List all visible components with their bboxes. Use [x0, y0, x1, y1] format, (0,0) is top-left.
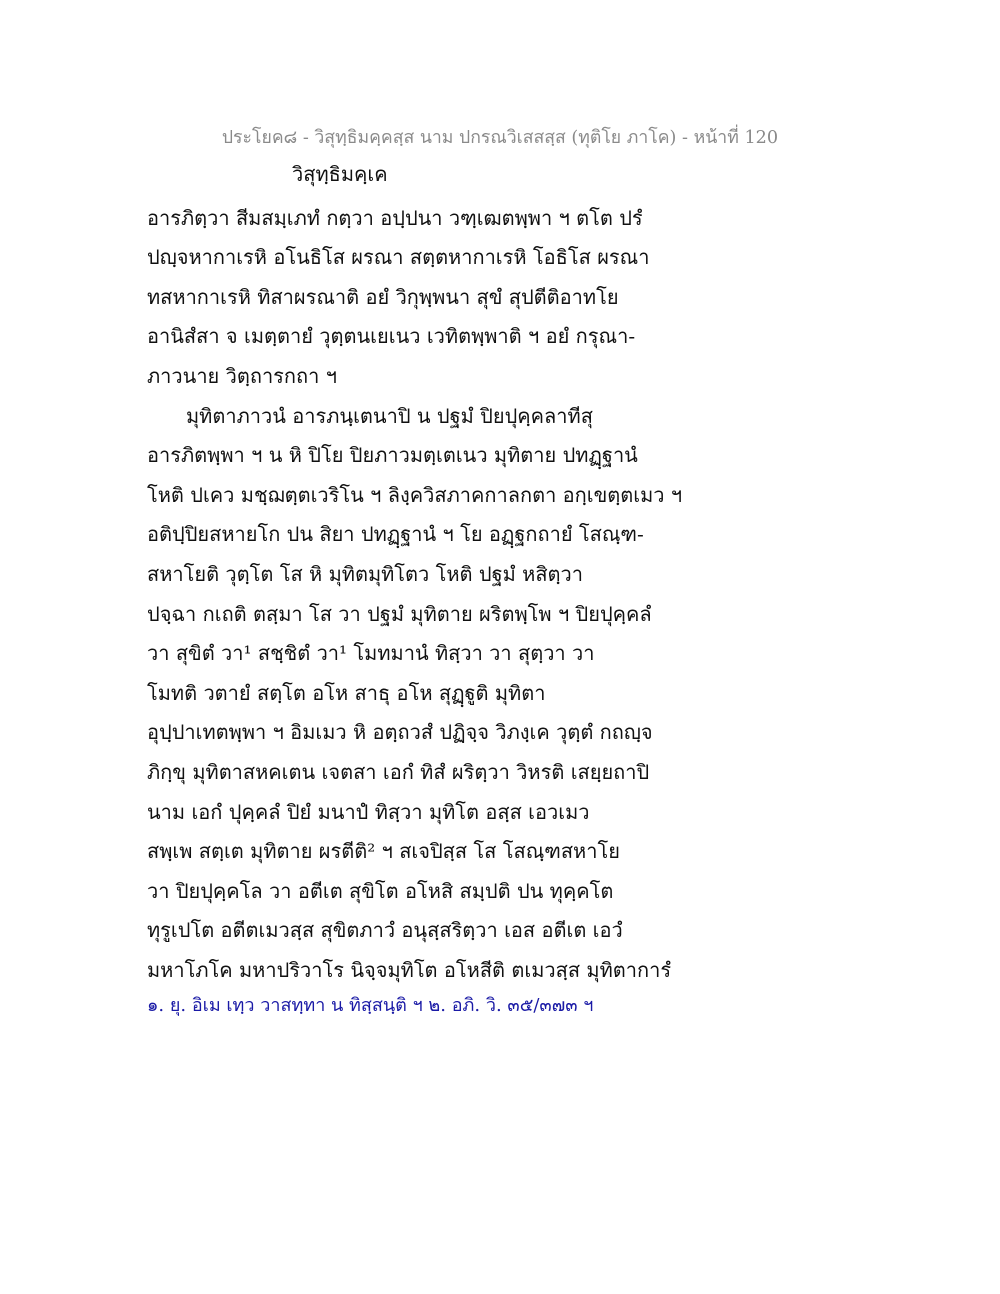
- body-line: อติปฺปิยสหายโก ปน สิยา ปทฏฺฐานํ ฯ โย อฏฺฐกถายํ โสณฺฑ-: [147, 522, 644, 546]
- body-line: ภาวนาย วิตฺถารกถา ฯ: [147, 364, 337, 388]
- chapter-title: วิสุทฺธิมคฺเค: [292, 162, 388, 186]
- body-line: ภิกฺขุ มุทิตาสหคเตน เจตสา เอกํ ทิสํ ผริตฺวา วิหรติ เสยฺยถาปิ: [147, 760, 650, 784]
- body-line: ปจฺฉา กเถติ ตสฺมา โส วา ปฐมํ มุทิตาย ผริตพฺโพ ฯ ปิยปุคฺคลํ: [147, 602, 652, 626]
- body-line: โมทติ วตายํ สตฺโต อโห สาธุ อโห สุฏฺฐูติ มุทิตา: [147, 681, 546, 705]
- body-line: ปญฺจหากาเรหิ อโนธิโส ผรณา สตฺตหากาเรหิ โอธิโส ผรณา: [147, 245, 650, 269]
- body-line: โหติ ปเคว มชฺฌตฺตเวริโน ฯ ลิงฺควิสภาคกาลกตา อกฺเขตฺตเมว ฯ: [147, 483, 683, 507]
- body-line: อารภิตพฺพา ฯ น หิ ปิโย ปิยภาวมตฺเตเนว มุทิตาย ปทฏฺฐานํ: [147, 443, 638, 467]
- body-line: สพฺเพ สตฺเต มุทิตาย ผรตีติ² ฯ สเจปิสฺส โส โสณฺฑสหาโย: [147, 839, 620, 863]
- body-line: สหาโยติ วุตฺโต โส หิ มุทิตมุทิโตว โหติ ปฐมํ หสิตฺวา: [147, 562, 584, 586]
- body-line: มุทิตาภาวนํ อารภนฺเตนาปิ น ปฐมํ ปิยปุคฺคลาทีสุ: [186, 404, 593, 428]
- body-line: ทุรูเปโต อตีตเมวสฺส สุขิตภาวํ อนุสฺสริตฺวา เอส อตีเต เอวํ: [147, 918, 623, 942]
- body-line: อานิสํสา จ เมตฺตายํ วุตฺตนเยเนว เวทิตพฺพาติ ฯ อยํ กรุณา-: [147, 324, 636, 348]
- body-line: มหาโภโค มหาปริวาโร นิจฺจมุทิโต อโหสีติ ตเมวสฺส มุทิตาการํ: [147, 958, 672, 982]
- body-line: นาม เอกํ ปุคฺคลํ ปิยํ มนาปํ ทิสฺวา มุทิโต อสฺส เอวเมว: [147, 800, 590, 824]
- body-line: ทสหากาเรหิ ทิสาผรณาติ อยํ วิกุพฺพนา สุขํ สุปตีติอาทโย: [147, 285, 619, 309]
- running-header: ประโยค๘ - วิสุทฺธิมคฺคสฺส นาม ปกรณวิเสสสฺส (ทุติโย ภาโค) - หน้าที่ 120: [221, 127, 779, 148]
- footnote: ๑. ยุ. อิเม เทฺว วาสทฺทา น ทิสฺสนฺติ ฯ ๒. อภิ. วิ. ๓๕/๓๗๓ ฯ: [147, 995, 594, 1016]
- body-line: วา สุขิตํ วา¹ สชฺชิตํ วา¹ โมทมานํ ทิสฺวา วา สุตฺวา วา: [147, 641, 595, 665]
- body-line: วา ปิยปุคฺคโล วา อตีเต สุขิโต อโหสิ สมฺปติ ปน ทุคฺคโต: [147, 879, 614, 903]
- body-line: อารภิตฺวา สีมสมฺเภทํ กตฺวา อปฺปนา วฑฺเฒตพฺพา ฯ ตโต ปรํ: [147, 206, 643, 230]
- body-line: อุปฺปาเทตพฺพา ฯ อิมเมว หิ อตฺถวสํ ปฏิจฺจ วิภงฺเค วุตฺตํ กถญฺจ: [147, 720, 653, 744]
